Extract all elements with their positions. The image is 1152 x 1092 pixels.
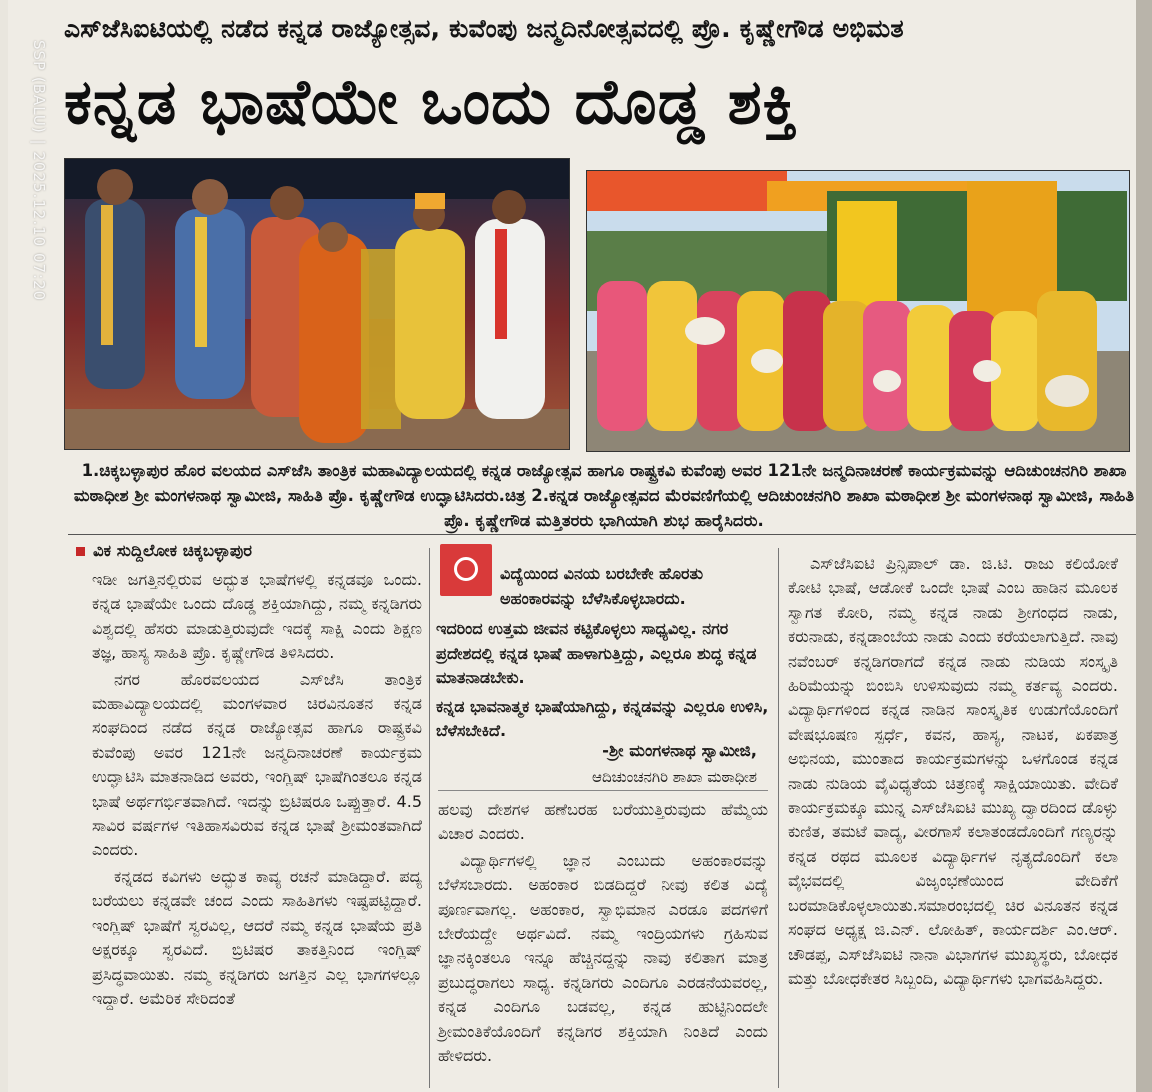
column-divider <box>429 548 430 1088</box>
article-column-1 <box>92 568 422 1013</box>
paragraph: ವಿದ್ಯಾರ್ಥಿಗಳಲ್ಲಿ ಜ್ಞಾನ ಎಂಬುದು ಅಹಂಕಾರವನ್ನು ಬೆಳೆಸಬಾರದು. ಅಹಂಕಾರ ಬಿಡದಿದ್ದರೆ ನೀವು ಕಲಿತ ವಿದ್ಯೆ ಪೂರ್ಣವಾಗಲ್ಲ. ಅಹಂಕಾರ, ಸ್ವಾಭಿಮಾನ ಎರಡೂ ಪದಗಳಿಗೆ ಬೇರೆಯದ್ದೇ ಅರ್ಥವಿದೆ. ನಮ್ಮ ಇಂದ್ರಿಯಗಳು ಗ್ರಹಿಸುವ ಜ್ಞಾನಕ್ಕಿಂತಲೂ ಇನ್ನೂ ಹೆಚ್ಚಿನದ್ದನ್ನು ನಾವು ಕಲಿತಾಗ ಮಾತ್ರ ಪ್ರಬುದ್ಧರಾಗಲು ಸಾಧ್ಯ. ಕನ್ನಡಿಗರು ಎಂದಿಗೂ ಎರಡನೆಯವರಲ್ಲ, ಕನ್ನಡ ಎಂದಿಗೂ ಬಡವಲ್ಲ, ಕನ್ನಡ ಹುಟ್ಟಿನಿಂದಲೇ ಶ್ರೀಮಂತಿಕೆಯೊಂದಿಗೆ ಕನ್ನಡಿಗರ ಶಕ್ತಿಯಾಗಿ ನಿಂತಿದೆ ಎಂದು ಹೇಳಿದರು. <box>438 850 768 1066</box>
quote-author-title: ಆದಿಚುಂಚನಗಿರಿ ಶಾಖಾ ಮಠಾಧೀಶ <box>592 768 757 786</box>
quote-line-1: ವಿದ್ಯೆಯಿಂದ ವಿನಯ ಬರಬೇಕೇ ಹೊರತು ಅಹಂಕಾರವನ್ನು ಬೆಳೆಸಿಕೊಳ್ಳಬಾರದು. <box>500 564 704 608</box>
pull-quote <box>436 544 771 790</box>
procession-drummers-photo <box>586 170 1130 452</box>
photo-caption: 1.ಚಿಕ್ಕಬಳ್ಳಾಪುರ ಹೊರ ವಲಯದ ಎಸ್‌ಜೆಸಿ ತಾಂತ್ರಿಕ ಮಹಾವಿದ್ಯಾಲಯದಲ್ಲಿ ಕನ್ನಡ ರಾಜ್ಯೋತ್ಸವ ಹಾಗೂ ರಾಷ್ಟ್ರಕವಿ ಕುವೆಂಪು ಅವರ 121ನೇ ಜನ್ಮದಿನಾಚರಣೆ ಕಾರ್ಯಕ್ರಮವನ್ನು ಆದಿಚುಂಚನಗಿರಿ ಶಾಖಾ ಮಠಾಧೀಶ ಶ್ರೀ ಮಂಗಳನಾಥ ಸ್ವಾಮೀಜಿ, ಸಾಹಿತಿ ಪ್ರೊ. ಕೃಷ್ಣೇಗೌಡ ಉದ್ಘಾಟಿಸಿದರು.ಚಿತ್ರ 2.ಕನ್ನಡ ರಾಜ್ಯೋತ್ಸವದ ಮೆರವಣಿಗೆಯಲ್ಲಿ ಆದಿಚುಂಚನಗಿರಿ ಶಾಖಾ ಮಠಾಧೀಶ ಶ್ರೀ ಮಂಗಳನಾಥ ಸ್ವಾಮೀಜಿ, ಸಾಹಿತಿ ಪ್ರೊ. ಕೃಷ್ಣೇಗೌಡ ಮತ್ತಿತರರು ಭಾಗಿಯಾಗಿ ಶುಭ ಹಾರೈಸಿದರು. <box>73 461 1135 530</box>
procession-photo-illustration <box>587 171 1130 452</box>
ceremony-photo-illustration <box>65 159 570 450</box>
quote-line-3: ಕನ್ನಡ ಭಾವನಾತ್ಮಕ ಭಾಷೆಯಾಗಿದ್ದು, ಕನ್ನಡವನ್ನು ಎಲ್ಲರೂ ಉಳಿಸಿ, ಬೆಳೆಸಬೇಕಿದೆ. <box>436 696 769 740</box>
paragraph: ಇಡೀ ಜಗತ್ತಿನಲ್ಲಿರುವ ಅದ್ಭುತ ಭಾಷೆಗಳಲ್ಲಿ ಕನ್ನಡವೂ ಒಂದು. ಕನ್ನಡ ಭಾಷೆಯೇ ಒಂದು ದೊಡ್ಡ ಶಕ್ತಿಯಾಗಿದ್ದು, ನಮ್ಮ ಕನ್ನಡಿಗರು ವಿಶ್ವದಲ್ಲಿ ಹೆಸರು ಮಾಡುತ್ತಿರುವುದೇ ಇದಕ್ಕೆ ಸಾಕ್ಷಿ ಎಂದು ಶಿಕ್ಷಣ ತಜ್ಞ, ಹಾಸ್ಯ ಸಾಹಿತಿ ಪ್ರೊ. ಕೃಷ್ಣೇಗೌಡ ತಿಳಿಸಿದರು. <box>92 570 422 663</box>
quote-line-2: ಇದರಿಂದ ಉತ್ತಮ ಜೀವನ ಕಟ್ಟಿಕೊಳ್ಳಲು ಸಾಧ್ಯವಿಲ್ಲ. ನಗರ ಪ್ರದೇಶದಲ್ಲಿ ಕನ್ನಡ ಭಾಷೆ ಹಾಳಾಗುತ್ತಿದ್ದು, ಎಲ್ಲರೂ ಶುದ್ಧ ಕನ್ನಡ ಮಾತನಾಡಬೇಕು. <box>436 619 757 687</box>
paragraph: ಕನ್ನಡದ ಕವಿಗಳು ಅದ್ಭುತ ಕಾವ್ಯ ರಚನೆ ಮಾಡಿದ್ದಾರೆ. ಪದ್ಯ ಬರೆಯಲು ಕನ್ನಡವೇ ಚಂದ ಎಂದು ಸಾಹಿತಿಗಳು ಇಷ್ಟಪಟ್ಟಿದ್ದಾರೆ. ಇಂಗ್ಲಿಷ್ ಭಾಷೆಗೆ ಸ್ವರವಿಲ್ಲ, ಆದರೆ ನಮ್ಮ ಕನ್ನಡ ಭಾಷೆಯ ಪ್ರತಿ ಅಕ್ಷರಕ್ಕೂ ಸ್ವರವಿದೆ. ಬ್ರಿಟಿಷರ ತಾಕತ್ತಿನಿಂದ ಇಂಗ್ಲಿಷ್ ಪ್ರಸಿದ್ಧವಾಯಿತು. ನಮ್ಮ ಕನ್ನಡಿಗರು ಜಗತ್ತಿನ ಎಲ್ಲ ಭಾಗಗಳಲ್ಲೂ ಇದ್ದಾರೆ. ಅಮೆರಿಕ ಸೇರಿದಂತೆ <box>92 866 422 1008</box>
quote-author: -ಶ್ರೀ ಮಂಗಳನಾಥ ಸ್ವಾಮೀಜಿ, <box>602 741 757 760</box>
byline <box>76 541 252 561</box>
article-kicker: ಎಸ್‌ಜೆಸಿಐಟಿಯಲ್ಲಿ ನಡೆದ ಕನ್ನಡ ರಾಜ್ಯೋತ್ಸವ, ಕುವೆಂಪು ಜನ್ಮದಿನೋತ್ಸವದಲ್ಲಿ ಪ್ರೊ. ಕೃಷ್ಣೇಗೌಡ ಅಭಿಮತ <box>64 14 904 43</box>
article-column-3 <box>788 552 1118 993</box>
column-divider <box>778 548 779 1088</box>
byline-marker-icon <box>76 547 85 556</box>
paragraph: ನಗರ ಹೊರವಲಯದ ಎಸ್‌ಜೆಸಿ ತಾಂತ್ರಿಕ ಮಹಾವಿದ್ಯಾಲಯದಲ್ಲಿ ಮಂಗಳವಾರ ಚಿರವಿನೂತನ ಕನ್ನಡ ಸಂಘದಿಂದ ನಡೆದ ಕನ್ನಡ ರಾಜ್ಯೋತ್ಸವ ಹಾಗೂ ರಾಷ್ಟ್ರಕವಿ ಕುವೆಂಪು ಅವರ 121ನೇ ಜನ್ಮದಿನಾಚರಣೆ ಕಾರ್ಯಕ್ರಮ ಉದ್ಘಾಟಿಸಿ ಮಾತನಾಡಿದ ಅವರು, ಇಂಗ್ಲಿಷ್ ಭಾಷೆಗಿಂತಲೂ ಕನ್ನಡ ಭಾಷೆ ಅರ್ಥಗರ್ಭಿತವಾಗಿದೆ. ಇದನ್ನು ಬ್ರಿಟಿಷರೂ ಒಪ್ಪುತ್ತಾರೆ. 4.5 ಸಾವಿರ ವರ್ಷಗಳ ಇತಿಹಾಸವಿರುವ ಕನ್ನಡ ಭಾಷೆ ಶ್ರೀಮಂತವಾಗಿದೆ ಎಂದರು. <box>92 669 422 860</box>
ceremony-lamp-lighting-photo <box>64 158 570 450</box>
page-edge <box>1136 0 1152 1092</box>
article-headline: ಕನ್ನಡ ಭಾಷೆಯೇ ಒಂದು ದೊಡ್ಡ ಶಕ್ತಿ <box>64 65 798 138</box>
quote-attribution <box>592 738 757 790</box>
caption-divider <box>68 534 1138 535</box>
paragraph: ಎಸ್‌ಜೆಸಿಐಟಿ ಪ್ರಿನ್ಸಿಪಾಲ್ ಡಾ. ಜಿ.ಟಿ. ರಾಜು ಕಲಿಯೋಕೆ ಕೋಟಿ ಭಾಷೆ, ಆಡೋಕೆ ಒಂದೇ ಭಾಷೆ ಎಂಬ ಹಾಡಿನ ಮೂಲಕ ಸ್ವಾಗತ ಕೋರಿ, ನಮ್ಮ ಕನ್ನಡ ನಾಡು ಶ್ರೀಗಂಧದ ನಾಡು, ಕರುನಾಡು, ಕನ್ನಡಾಂಬೆಯ ನಾಡು ಎಂದು ಕರೆಯಲಾಗುತ್ತಿದೆ. ನಾವು ನವೆಂಬರ್ ಕನ್ನಡಿಗರಾಗದೆ ಕನ್ನಡ ನಾಡು ನುಡಿಯ ಸಂಸ್ಕೃತಿ ಹಿರಿಮೆಯನ್ನು ಬಿಂಬಿಸಿ ಉಳಿಸುವುದು ನಮ್ಮ ಕರ್ತವ್ಯ ಎಂದರು. ವಿದ್ಯಾರ್ಥಿಗಳಿಂದ ಕನ್ನಡ ನಾಡಿನ ಸಾಂಸ್ಕೃತಿಕ ಉಡುಗೆಯೊಂದಿಗೆ ವೇಷಭೂಷಣ ಸ್ಪರ್ಧೆ, ಕವನ, ಹಾಸ್ಯ, ನಾಟಕ, ಏಕಪಾತ್ರ ಅಭಿನಯ, ಮುಂತಾದ ಕಾರ್ಯಕ್ರಮಗಳನ್ನು ಒಳಗೊಂಡ ಕನ್ನಡ ನಾಡು ನುಡಿಯ ವೈವಿಧ್ಯತೆಯ ಚಿತ್ರಣಕ್ಕೆ ಸಾಕ್ಷಿಯಾಯಿತು. ವೇದಿಕೆ ಕಾರ್ಯಕ್ರಮಕ್ಕೂ ಮುನ್ನ ಎಸ್‌ಜೆಸಿಐಟಿ ಮುಖ್ಯ ದ್ವಾರದಿಂದ ಡೊಳ್ಳು ಕುಣಿತ, ತಮಟೆ ವಾದ್ಯ, ವೀರಗಾಸೆ ಕಲಾತಂಡದೊಂದಿಗೆ ಗಣ್ಯರನ್ನು ಕನ್ನಡ ರಥದ ಮೂಲಕ ವಿದ್ಯಾರ್ಥಿಗಳ ನೃತ್ಯದೊಂದಿಗೆ ಕಲಾ ವೈಭವದಲ್ಲಿ ವಿಜೃಂಭಣೆಯಿಂದ ವೇದಿಕೆಗೆ ಬರಮಾಡಿಕೊಳ್ಳಲಾಯಿತು.ಸಮಾರಂಭದಲ್ಲಿ ಚಿರ ವಿನೂತನ ಕನ್ನಡ ಸಂಘದ ಅಧ್ಯಕ್ಷ ಜಿ.ಎನ್. ಲೋಹಿತ್, ಕಾರ್ಯದರ್ಶಿ ಎಂ.ಆರ್. ಚೌಡಪ್ಪ, ಎಸ್‌ಜೆಸಿಐಟಿ ನಾನಾ ವಿಭಾಗಗಳ ಮುಖ್ಯಸ್ಥರು, ಬೋಧಕ ಮತ್ತು ಬೋಧಕೇತರ ಸಿಬ್ಬಂದಿ, ವಿದ್ಯಾರ್ಥಿಗಳು ಭಾಗವಹಿಸಿದ್ದರು. <box>788 554 1118 988</box>
quote-divider <box>438 790 768 791</box>
paragraph: ಹಲವು ದೇಶಗಳ ಹಣೆಬರಹ ಬರೆಯುತ್ತಿರುವುದು ಹೆಮ್ಮೆಯ ವಿಚಾರ ಎಂದರು. <box>438 800 768 844</box>
article-column-2 <box>438 798 768 1070</box>
quote-text <box>436 562 771 744</box>
photo-watermark: SSP (BALU) | 2025.12.10 07:20 <box>30 40 48 302</box>
byline-text: ವಿಕ ಸುದ್ದಿಲೋಕ ಚಿಕ್ಕಬಳ್ಳಾಪುರ <box>93 541 253 560</box>
newspaper-page <box>8 0 1148 1092</box>
